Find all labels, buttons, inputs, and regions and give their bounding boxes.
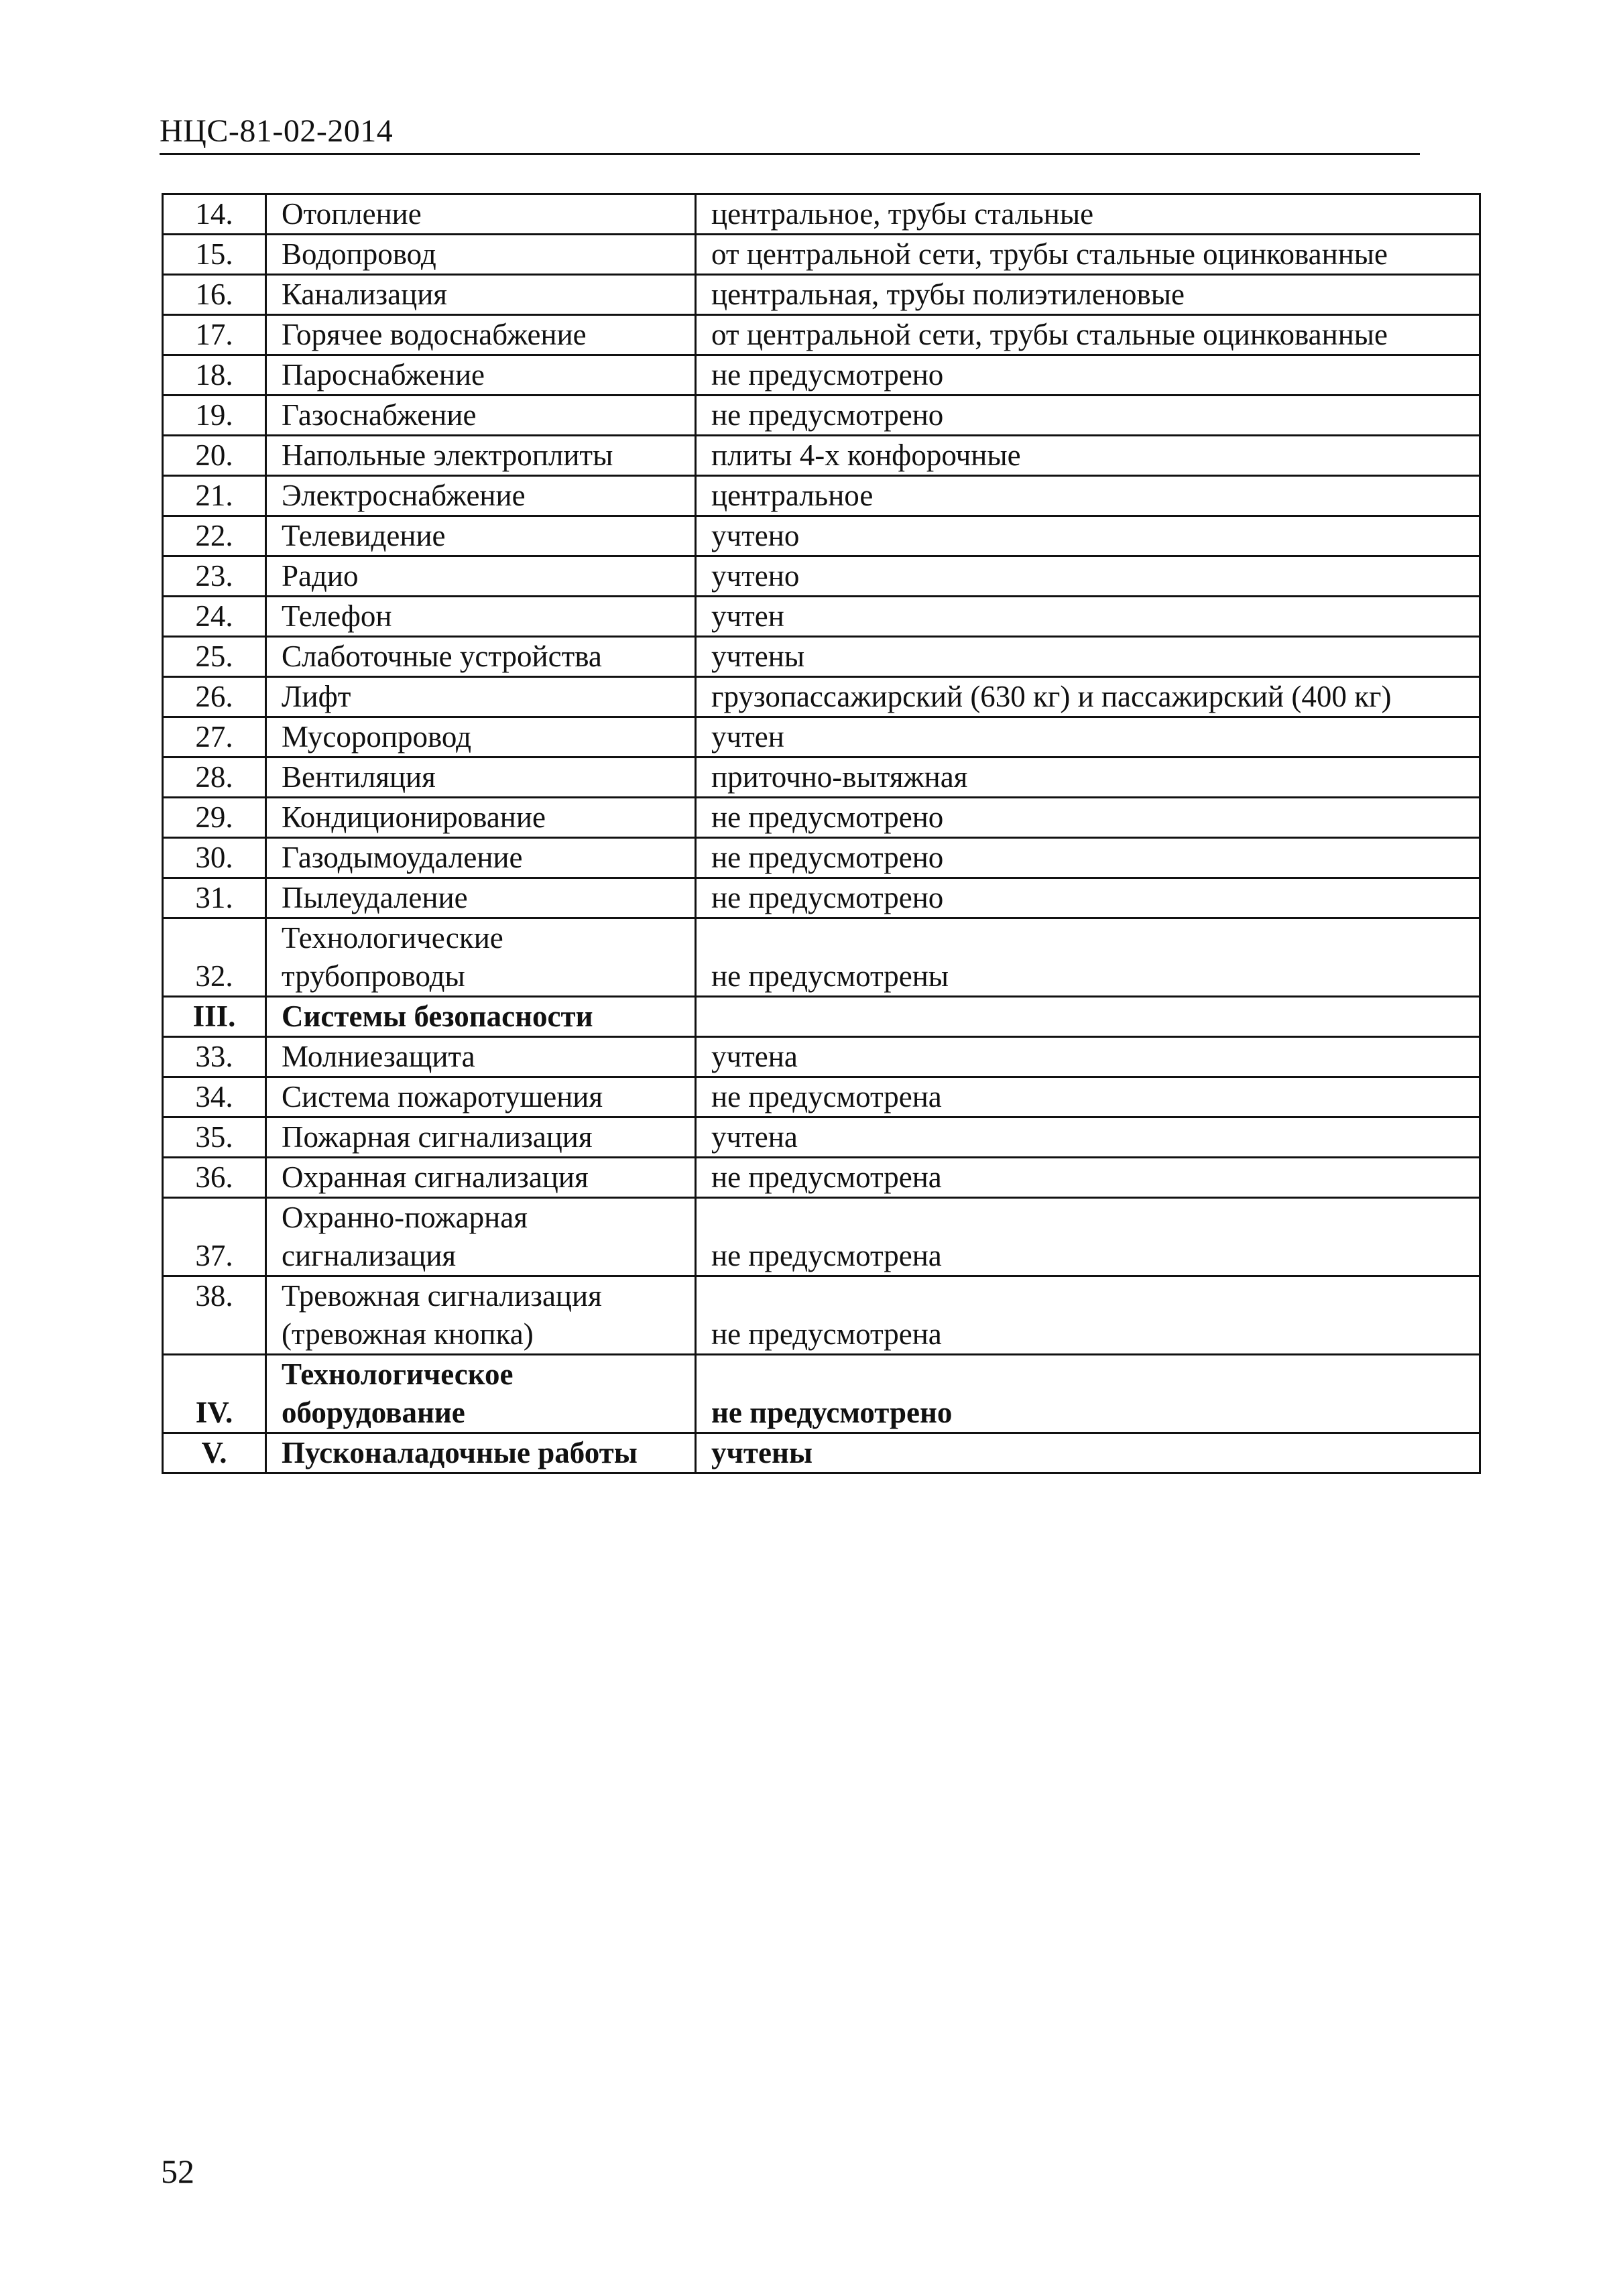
row-number: 24. [163, 597, 266, 637]
table-row [163, 597, 1480, 637]
section-row [163, 1355, 1480, 1433]
row-value: не предусмотрено [696, 396, 1480, 436]
section-row [163, 997, 1480, 1037]
table-row [163, 436, 1480, 476]
table-row [163, 476, 1480, 516]
row-value: не предусмотрено [696, 1355, 1480, 1433]
section-row [163, 1433, 1480, 1473]
row-number: III. [163, 997, 266, 1037]
row-name: Охранная сигнализация [266, 1158, 696, 1198]
row-number: 16. [163, 275, 266, 315]
row-name: Напольные электроплиты [266, 436, 696, 476]
table-row [163, 637, 1480, 677]
row-number: 31. [163, 878, 266, 918]
row-name: Технологические трубопроводы [266, 918, 696, 997]
row-name: Телефон [266, 597, 696, 637]
row-number: 32. [163, 918, 266, 997]
row-number: 33. [163, 1037, 266, 1077]
row-value: плиты 4-х конфорочные [696, 436, 1480, 476]
row-name: Газодымоудаление [266, 838, 696, 878]
row-name: Горячее водоснабжение [266, 315, 696, 355]
table-row [163, 878, 1480, 918]
table-row [163, 355, 1480, 396]
table-row [163, 798, 1480, 838]
row-value: центральная, трубы полиэтиленовые [696, 275, 1480, 315]
table-row [163, 918, 1480, 997]
table-row [163, 516, 1480, 556]
row-number: 18. [163, 355, 266, 396]
row-value: от центральной сети, трубы стальные оцинкованные [696, 315, 1480, 355]
row-number: IV. [163, 1355, 266, 1433]
row-value: приточно-вытяжная [696, 758, 1480, 798]
row-number: 30. [163, 838, 266, 878]
table-row [163, 194, 1480, 235]
row-name: Телевидение [266, 516, 696, 556]
row-number: 17. [163, 315, 266, 355]
row-name: Мусоропровод [266, 717, 696, 758]
row-value: центральное [696, 476, 1480, 516]
row-value: учтено [696, 516, 1480, 556]
row-number: 21. [163, 476, 266, 516]
row-value: не предусмотрена [696, 1158, 1480, 1198]
row-name: Молниезащита [266, 1037, 696, 1077]
page-number: 52 [161, 2153, 194, 2190]
row-name: Пожарная сигнализация [266, 1117, 696, 1158]
table-row [163, 717, 1480, 758]
row-number: 19. [163, 396, 266, 436]
row-name: Системы безопасности [266, 997, 696, 1037]
table-row [163, 275, 1480, 315]
row-value: учтен [696, 717, 1480, 758]
row-value [696, 997, 1480, 1037]
row-value: грузопассажирский (630 кг) и пассажирский (400 кг) [696, 677, 1480, 717]
row-name: Электроснабжение [266, 476, 696, 516]
row-name: Пылеудаление [266, 878, 696, 918]
row-name: Пусконаладочные работы [266, 1433, 696, 1473]
row-number: 20. [163, 436, 266, 476]
row-value: учтены [696, 1433, 1480, 1473]
row-number: 26. [163, 677, 266, 717]
row-value: от центральной сети, трубы стальные оцинкованные [696, 235, 1480, 275]
row-number: V. [163, 1433, 266, 1473]
header-rule [160, 153, 1420, 155]
row-value: не предусмотрено [696, 838, 1480, 878]
row-name: Радио [266, 556, 696, 597]
row-value: не предусмотрено [696, 878, 1480, 918]
row-number: 27. [163, 717, 266, 758]
row-name: Газоснабжение [266, 396, 696, 436]
spec-table [162, 193, 1481, 1474]
row-name: Отопление [266, 194, 696, 235]
table-row [163, 1158, 1480, 1198]
row-value: центральное, трубы стальные [696, 194, 1480, 235]
row-name: Кондиционирование [266, 798, 696, 838]
table-row [163, 315, 1480, 355]
row-value: учтены [696, 637, 1480, 677]
row-value: учтена [696, 1117, 1480, 1158]
row-name: Лифт [266, 677, 696, 717]
row-number: 29. [163, 798, 266, 838]
row-number: 14. [163, 194, 266, 235]
row-number: 37. [163, 1198, 266, 1276]
row-name: Слаботочные устройства [266, 637, 696, 677]
row-number: 15. [163, 235, 266, 275]
row-value: не предусмотрено [696, 355, 1480, 396]
table-row [163, 1117, 1480, 1158]
row-value: не предусмотрено [696, 798, 1480, 838]
table-row [163, 1276, 1480, 1355]
row-name: Система пожаротушения [266, 1077, 696, 1117]
row-name: Пароснабжение [266, 355, 696, 396]
row-number: 22. [163, 516, 266, 556]
row-value: не предусмотрена [696, 1077, 1480, 1117]
row-number: 28. [163, 758, 266, 798]
row-number: 23. [163, 556, 266, 597]
table-row [163, 556, 1480, 597]
row-number: 36. [163, 1158, 266, 1198]
row-number: 38. [163, 1276, 266, 1355]
row-value: не предусмотрена [696, 1276, 1480, 1355]
row-name: Технологическое оборудование [266, 1355, 696, 1433]
row-number: 25. [163, 637, 266, 677]
table-row [163, 1037, 1480, 1077]
row-number: 35. [163, 1117, 266, 1158]
row-name: Тревожная сигнализация (тревожная кнопка) [266, 1276, 696, 1355]
row-value: учтена [696, 1037, 1480, 1077]
table-row [163, 1077, 1480, 1117]
table-row [163, 758, 1480, 798]
table-row [163, 235, 1480, 275]
row-value: не предусмотрена [696, 1198, 1480, 1276]
row-name: Вентиляция [266, 758, 696, 798]
row-value: не предусмотрены [696, 918, 1480, 997]
table-row [163, 396, 1480, 436]
row-name: Канализация [266, 275, 696, 315]
document-code: НЦС-81-02-2014 [160, 113, 394, 149]
table-row [163, 1198, 1480, 1276]
table-row [163, 838, 1480, 878]
row-value: учтен [696, 597, 1480, 637]
row-name: Водопровод [266, 235, 696, 275]
spec-table-body [163, 194, 1480, 1473]
table-row [163, 677, 1480, 717]
row-number: 34. [163, 1077, 266, 1117]
row-value: учтено [696, 556, 1480, 597]
row-name: Охранно-пожарная сигнализация [266, 1198, 696, 1276]
